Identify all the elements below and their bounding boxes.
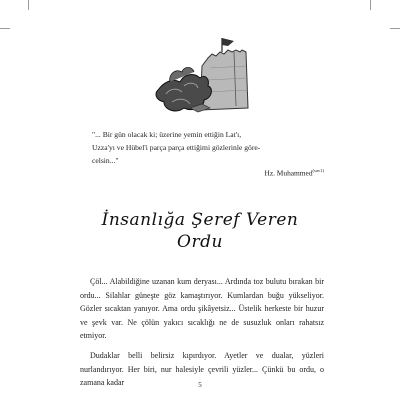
fortress-with-flag-illustration xyxy=(150,38,270,116)
chapter-title-line-1: İnsanlığa Şeref Veren xyxy=(101,210,299,230)
page-number: 5 xyxy=(198,381,202,389)
quote-line: Uzza'yı ve Hübel'i parça parça ettiğimi gözlerinle göre- xyxy=(92,143,261,152)
crop-mark xyxy=(390,28,400,29)
body-text xyxy=(80,275,324,396)
quote-attribution xyxy=(190,168,324,177)
attribution-name: Hz. Muhammed xyxy=(264,168,313,178)
crop-mark xyxy=(28,0,29,10)
epigraph-quote xyxy=(92,128,324,167)
paragraph: Dudaklar belli belirsiz kıpırdıyor. Ayetler ve dualar, yüzleri nurlandırıyor. Her biri, nur halesiyle çevrili yüzler... Çünkü bu ordu, o zamana kadar xyxy=(80,350,324,388)
quote-line: "... Bir gün olacak ki; üzerine yemin ettiğin Lat'ı, xyxy=(92,130,242,139)
crop-mark xyxy=(370,0,371,10)
chapter-title-line-2: Ordu xyxy=(177,232,223,252)
quote-line: celsin..." xyxy=(92,156,119,165)
crop-mark xyxy=(0,28,10,29)
footnote-mark: (sav1) xyxy=(312,168,324,173)
paragraph: Çöl... Alabildiğine uzanan kum deryası... Ardında toz bulutu bırakan bir ordu... Silahlar güneşte göz kamaştırıyor. Kumlardan buğu yükseliyor. Gözler sıcaktan yanıyor. Ama ordu şikâyetsiz... Üstelik herkeste bir huzur ve şevk var. Ne çölün yakıcı sıcaklığı ne de susuzluk onları rahatsız etmiyor. xyxy=(80,277,324,341)
